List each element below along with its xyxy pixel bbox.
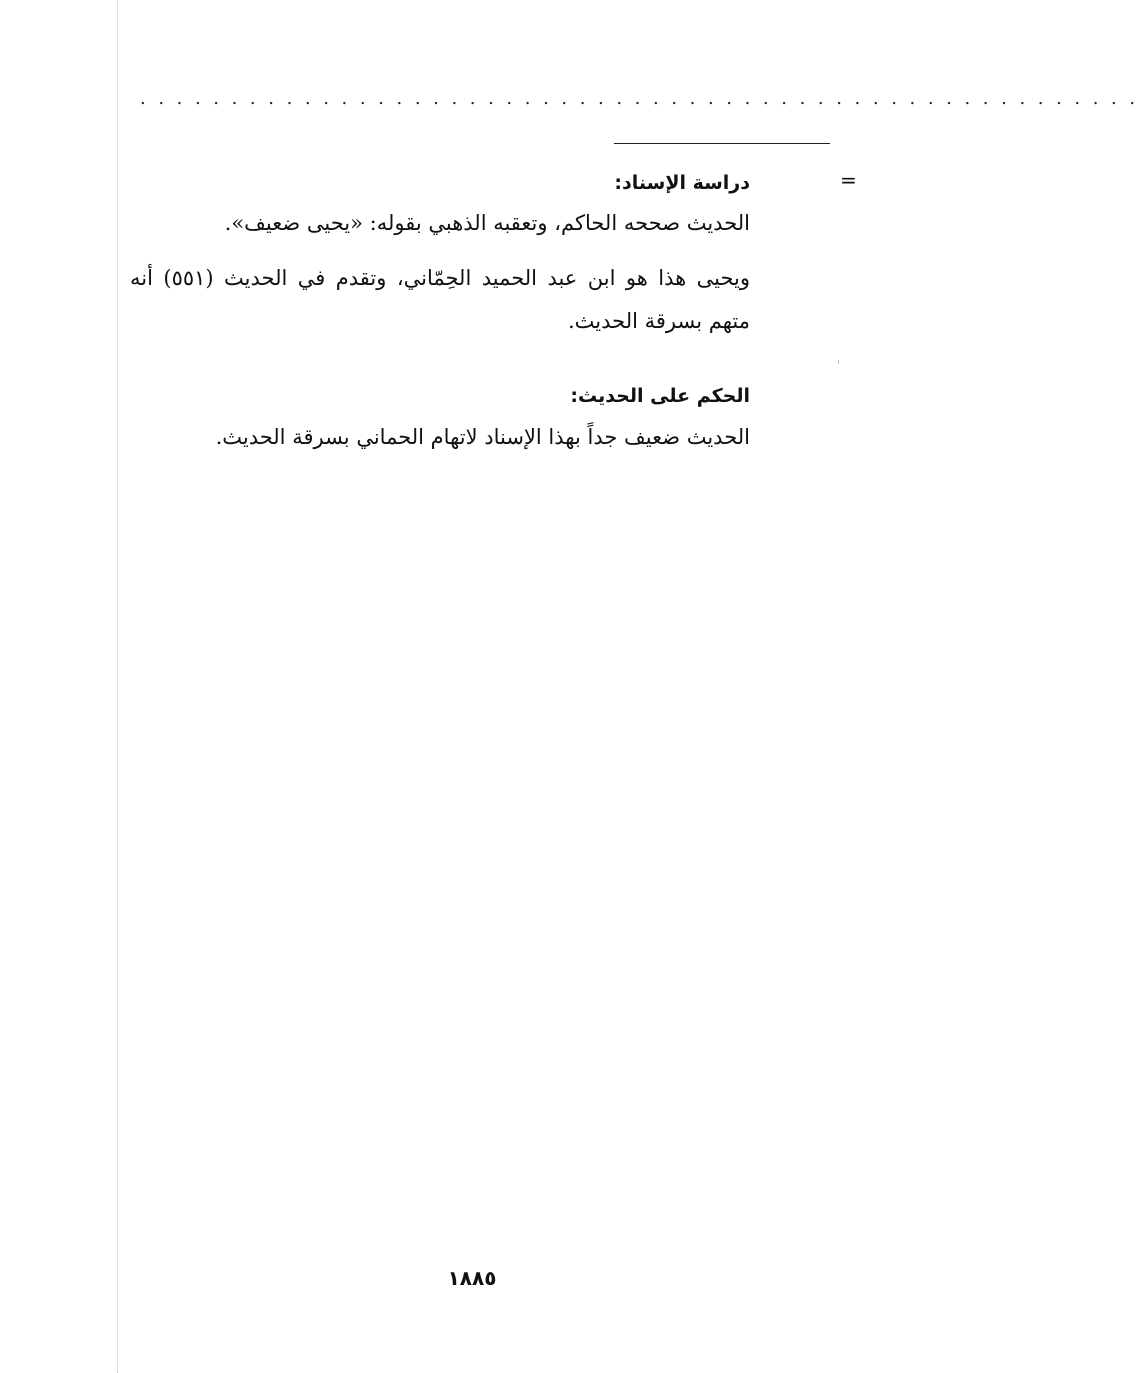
ruling-heading: الحكم على الحديث: — [570, 385, 750, 407]
isnad-study-heading: دراسة الإسناد: — [614, 172, 750, 194]
footnote-rule — [614, 143, 830, 144]
isnad-study-line-1: الحديث صححه الحاكم، وتعقبه الذهبي بقوله: «يحيى ضعيف». — [224, 211, 750, 235]
ruling-line-1: الحديث ضعيف جداً بهذا الإسناد لاتهام الحماني بسرقة الحديث. — [215, 425, 750, 449]
page-number: ١٨٨٥ — [447, 1266, 497, 1290]
continuation-mark: = — [840, 168, 857, 192]
dotted-separator: ....................................................... — [140, 88, 1148, 109]
margin-guide-line — [117, 0, 118, 1373]
isnad-study-line-2: ويحيى هذا هو ابن عبد الحميد الحِمّاني، وتقدم في الحديث (٥٥١) أنه — [130, 266, 750, 290]
isnad-study-line-3: متهم بسرقة الحديث. — [567, 309, 750, 333]
scan-mark — [838, 360, 839, 364]
